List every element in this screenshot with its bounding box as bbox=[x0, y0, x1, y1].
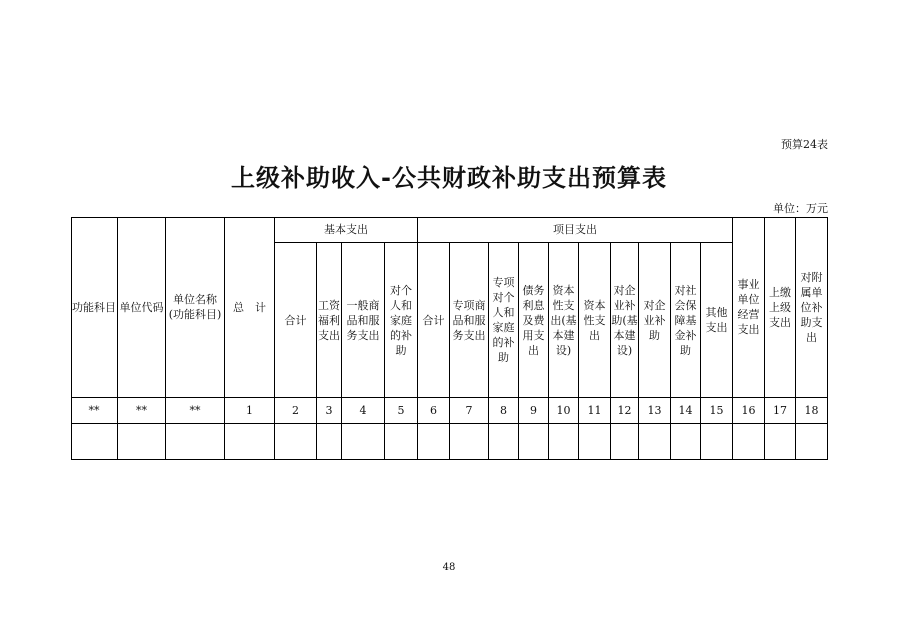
header-b_sum: 合计 bbox=[275, 243, 317, 398]
index-cell: 11 bbox=[579, 398, 611, 424]
data-cell bbox=[701, 424, 733, 460]
header-name: 单位名称 (功能科目) bbox=[166, 217, 225, 398]
header-p_capital_build: 资本 性支 出(基 本建 设) bbox=[549, 243, 579, 398]
header-p_debt: 债务 利息 及费 用支 出 bbox=[519, 243, 549, 398]
index-cell: 18 bbox=[796, 398, 828, 424]
index-cell: 17 bbox=[765, 398, 796, 424]
index-cell: ** bbox=[118, 398, 166, 424]
index-cell: 2 bbox=[275, 398, 317, 424]
index-cell: 15 bbox=[701, 398, 733, 424]
data-cell bbox=[317, 424, 342, 460]
index-cell: ** bbox=[71, 398, 118, 424]
header-total: 总 计 bbox=[225, 217, 275, 398]
index-cell: 3 bbox=[317, 398, 342, 424]
page-title: 上级补助收入-公共财政补助支出预算表 bbox=[231, 164, 667, 192]
header-p_sum: 合计 bbox=[418, 243, 450, 398]
index-cell: 4 bbox=[342, 398, 385, 424]
header-p_capital: 资本 性支 出 bbox=[579, 243, 611, 398]
data-cell bbox=[611, 424, 639, 460]
header-p_social: 对社 会保 障基 金补 助 bbox=[671, 243, 701, 398]
index-cell: 1 bbox=[225, 398, 275, 424]
data-cell bbox=[579, 424, 611, 460]
data-cell bbox=[118, 424, 166, 460]
header-b_personal: 对个 人和 家庭 的补 助 bbox=[385, 243, 418, 398]
header-sub: 对附 属单 位补 助支 出 bbox=[796, 217, 828, 398]
index-cell: 14 bbox=[671, 398, 701, 424]
index-cell: 13 bbox=[639, 398, 671, 424]
budget-table bbox=[71, 217, 828, 460]
data-cell bbox=[489, 424, 519, 460]
header-b_goods: 一般商 品和服 务支出 bbox=[342, 243, 385, 398]
data-cell bbox=[733, 424, 765, 460]
data-cell bbox=[549, 424, 579, 460]
data-cell bbox=[519, 424, 549, 460]
data-cell bbox=[275, 424, 317, 460]
data-cell bbox=[166, 424, 225, 460]
data-cell bbox=[796, 424, 828, 460]
data-cell bbox=[418, 424, 450, 460]
index-cell: 6 bbox=[418, 398, 450, 424]
index-cell: 9 bbox=[519, 398, 549, 424]
header-p_ent: 对企 业补 助 bbox=[639, 243, 671, 398]
unit-label: 单位：万元 bbox=[773, 202, 828, 215]
index-cell: 16 bbox=[733, 398, 765, 424]
data-cell bbox=[671, 424, 701, 460]
form-number: 预算24表 bbox=[781, 138, 828, 151]
header-p_ent_build: 对企 业补 助(基 本建 设) bbox=[611, 243, 639, 398]
index-cell: ** bbox=[166, 398, 225, 424]
index-cell: 12 bbox=[611, 398, 639, 424]
index-cell: 5 bbox=[385, 398, 418, 424]
data-cell bbox=[639, 424, 671, 460]
header-biz: 事业 单位 经营 支出 bbox=[733, 217, 765, 398]
data-cell bbox=[385, 424, 418, 460]
index-cell: 8 bbox=[489, 398, 519, 424]
data-cell bbox=[342, 424, 385, 460]
header-b_salary: 工资 福利 支出 bbox=[317, 243, 342, 398]
data-cell bbox=[71, 424, 118, 460]
data-cell bbox=[450, 424, 489, 460]
index-cell: 7 bbox=[450, 398, 489, 424]
group-header-basic: 基本支出 bbox=[275, 217, 418, 243]
data-cell bbox=[765, 424, 796, 460]
header-upper: 上缴 上级 支出 bbox=[765, 217, 796, 398]
header-p_personal: 专项 对个 人和 家庭 的补 助 bbox=[489, 243, 519, 398]
page-number: 48 bbox=[442, 562, 456, 573]
header-func: 功能科目 bbox=[71, 217, 118, 398]
header-p_goods: 专项商 品和服 务支出 bbox=[450, 243, 489, 398]
group-header-project: 项目支出 bbox=[418, 217, 733, 243]
header-p_other: 其他 支出 bbox=[701, 243, 733, 398]
data-cell bbox=[225, 424, 275, 460]
index-cell: 10 bbox=[549, 398, 579, 424]
header-code: 单位代码 bbox=[118, 217, 166, 398]
